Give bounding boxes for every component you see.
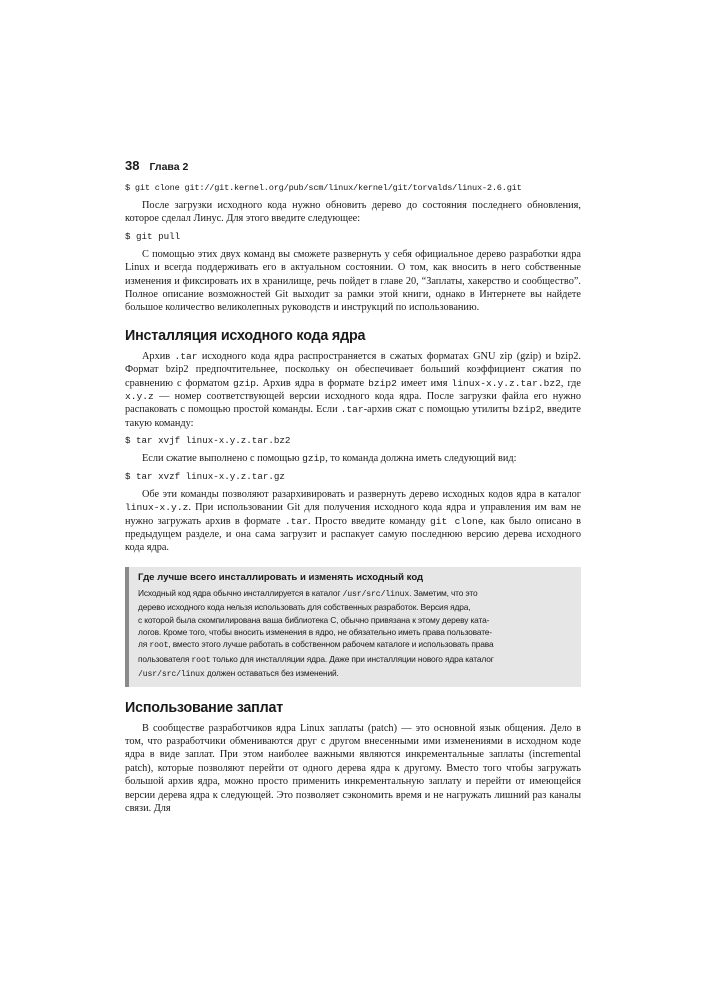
sidebar-note — [125, 567, 581, 687]
paragraph-update: После загрузки исходного кода нужно обновить дерево до состояния последнего обновления, которое сделал Линус. Для этого введите следующее: — [125, 200, 581, 225]
paragraph-archive: Архив .tar исходного кода ядра распространяется в сжатых форматах GNU zip (gzip) и bzip2. Формат bzip2 предпочтительнее, поскольку он обеспечивает больший коэффициент сжатия по сравнению с форматом gzip. Архив ядра в формате bzip2 имеет имя linux-x.y.z.tar.bz2, где x.y.z — номер соответствующей версии исходного кода ядра. После загрузки файла его нужно распаковать с помощью простой команды. Если .tar-архив сжат с помощью утилиты bzip2, введите такую команду: — [125, 350, 581, 429]
chapter-title: Глава 2 — [149, 161, 189, 173]
page-header — [125, 158, 581, 173]
code-git-pull: $ git pull — [125, 230, 181, 242]
paragraph-git-tree: С помощью этих двух команд вы сможете развернуть у себя официальное дерево разработки ядра Linux и всегда поддерживать его в актуальном состоянии. О том, как вносить в него собственные изменения и фиксировать их в хранилище, речь пойдет в главе 20, “Заплаты, хакерство и сообщество”. Полное описание возможностей Git выходит за рамки этой книги, однако в Интернете вы найдете большое количество великолепных руководств и инструкций по использованию. — [125, 248, 581, 314]
paragraph-patches: В сообществе разработчиков ядра Linux заплаты (patch) — это основной язык общения. Дело в том, что разработчики обмениваются друг с другом внесенными ими изменениями в исходном коде ядра в виде заплат. При этом наиболее важными являются инкрементальные заплаты (incremental patch), которые позволяют перейти от одного дерева ядра к другому. Вместо того чтобы загружать большой архив ядра, можно просто применить инкрементальную заплату и перейти от имеющейся версии дерева ядра к следующей. Это позволяет сэкономить время и не нагружать лишний раз каналы связи. Для — [125, 722, 581, 814]
sidebar-title: Где лучше всего инсталлировать и изменять исходный код — [138, 571, 424, 583]
section-title-install: Инсталляция исходного кода ядра — [125, 327, 366, 344]
paragraph-extract: Обе эти команды позволяют разархивировать и развернуть дерево исходных кодов ядра в каталог linux-x.y.z. При использовании Git для получения исходного кода ядра и управления им вам не нужно загружать архив в формате .tar. Просто введите команду git clone, как было описано в предыдущем разделе, и она сама загрузит и распакует самую последнюю версию дерева исходного кода ядра. — [125, 488, 581, 554]
paragraph-gzip: Если сжатие выполнено с помощью gzip, то команда должна иметь следующий вид: — [142, 453, 517, 465]
page-number: 38 — [125, 158, 140, 173]
sidebar-text: Исходный код ядра обычно инсталлируется в каталог /usr/src/linux. Заметим, что это дерево исходного кода нельзя использовать для собственных разработок. Версия ядра, с которой была скомпилирована ваша библиотека C, обычно привязана к этому дереву ката- логов. Кроме того, чтобы вносить изменения в ядро, не обязательно иметь права пользовате- ля root, вместо этого лучше работать в собственном рабочем каталоге и использовать права пользователя root только для инсталляции ядра. Даже при инсталляции нового ядра каталог /usr/src/linux должен оставаться без изменений. — [138, 587, 494, 680]
code-git-clone: $ git clone git://git.kernel.org/pub/scm/linux/kernel/git/torvalds/linux-2.6.git — [125, 183, 522, 193]
code-tar-bz2: $ tar xvjf linux-x.y.z.tar.bz2 — [125, 435, 291, 447]
code-tar-gz: $ tar xvzf linux-x.y.z.tar.gz — [125, 470, 285, 482]
book-page — [125, 158, 581, 819]
section-title-patches: Использование заплат — [125, 699, 284, 716]
